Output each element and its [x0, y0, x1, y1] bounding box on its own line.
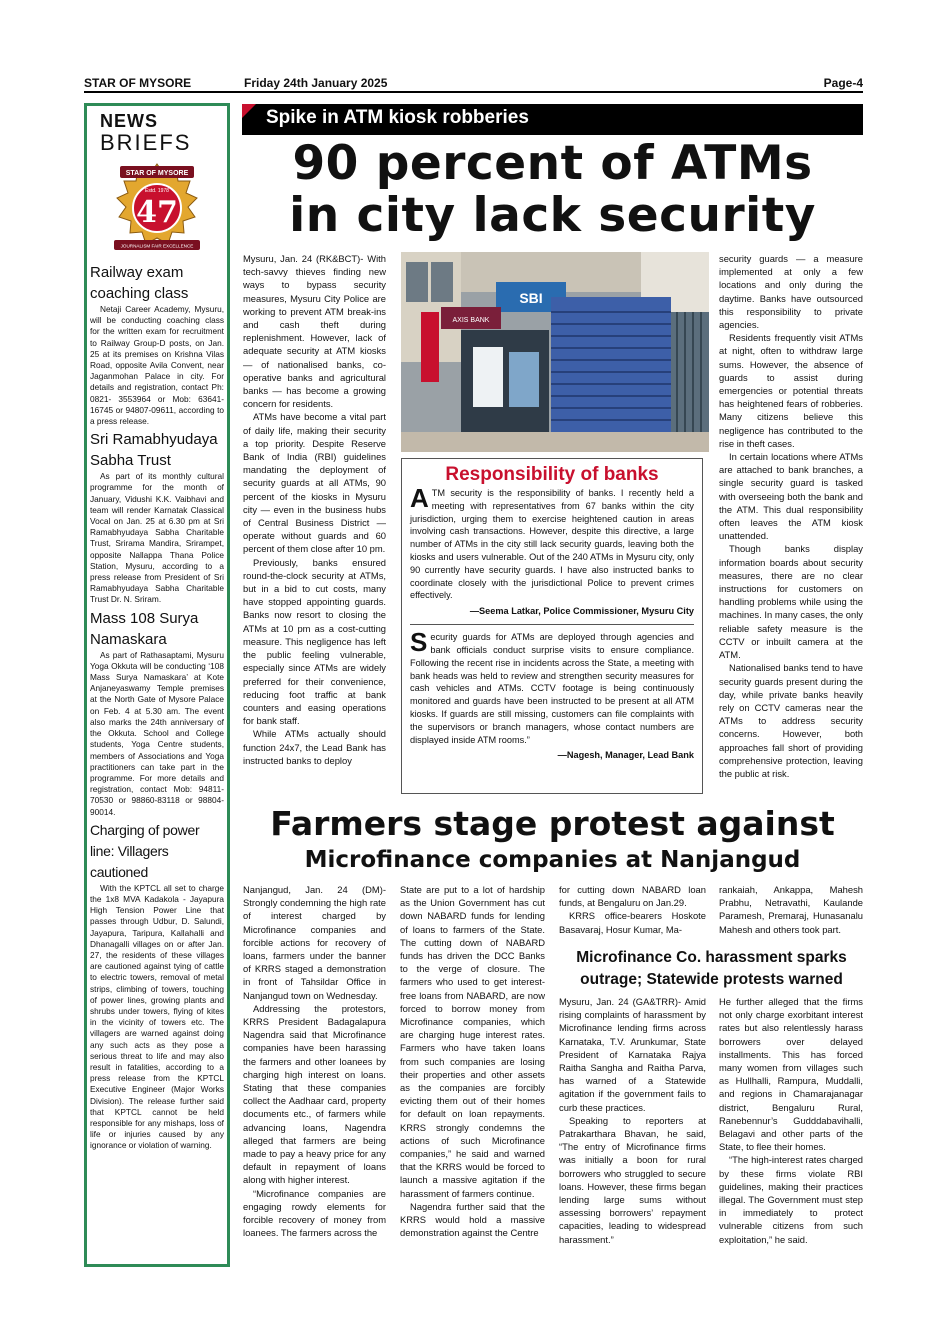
brief-body: With the KPTCL all set to charge the 1x8 MVA Kadakola - Jayapura High Tension Power Line that passes through Udbur, D. Salundi, Jayapura, Taripura, Kallahalli and Dhanagalli villages on or after Jan. 27, the residents of these villages are cautioned against tying of cattle to electric towers, removal of metal strips, climbing of towers, touching of power lines, growing plants and shrubs under towers, flying of kites in the vicinity of towers etc. The villagers are warned against doing any such acts as they pose a serious threat to life and may also result in fatalities, according to a press release from the KPTCL Executive Engineer (Major Works Division). The release further said that KPTCL cannot be held responsible for any mishaps, loss of life or injuries caused by any ignorance or violation of warning.: [90, 882, 224, 1151]
farmers-subhead: Microfinance companies at Nanjangud: [304, 847, 801, 873]
anniversary-logo: [102, 160, 212, 260]
brief-item: [90, 262, 224, 427]
paragraph: He further alleged that the firms not only charge exorbitant interest rates but also relentlessly harass borrowers over delayed installments. This has forced many women from villages such as Hullhalli, Rampura, Muddalli, and regions in Chamarajanagar district, Bengaluru Rural, Ranebennur’s Gudddabavihalli, Belagavi and other parts of the State, to flee their homes.: [719, 996, 863, 1153]
brief-heading: Charging of power line: Villagers cautioned: [90, 821, 200, 880]
logo-bottom-text: JOURNALISM FAIR EXCELLENCE: [120, 243, 194, 249]
paragraph: Nagendra further said that the KRRS would hold a massive demonstration against the Centre: [400, 1200, 545, 1239]
paragraph: Nationalised banks tend to have security guards present during the day, while private banks heavily rely on CCTV cameras near the ATMs to address security concerns. However, both approaches fall short of providing comprehensive protection, leaving the public at risk.: [719, 662, 863, 779]
brief-heading: Sri Ramabhyudaya Sabha Trust: [90, 431, 218, 470]
paragraph: In certain locations where ATMs are attached to bank branches, a single security guard is tasked with overseeing both the bank and the ATM. This dual responsibility often leaves the ATM kiosk unattended.: [719, 451, 863, 542]
paragraph: rankaiah, Ankappa, Mahesh Prabhu, Netravathi, Kaulande Paramesh, Premaraj, Hunasanalu Mahesh and others took part.: [719, 884, 863, 935]
responsibility-box: [401, 458, 703, 794]
story1-column-3: [719, 252, 863, 797]
paragraph: Nanjangud, Jan. 24 (DM)- Strongly condemning the high rate of interest charged by Microfinance companies and forcible actions for recovery of loans, farmers under the banner of KRRS staged a demonstration in front of Tahsildar Office in Nanjangud town on Wednesday.: [243, 884, 386, 1001]
logo-top-text: STAR OF MYSORE: [125, 170, 189, 177]
dropcap: S: [410, 627, 428, 658]
paragraph: Mysuru, Jan. 24 (GA&TRR)- Amid rising complaints of harassment by Microfinance lending firms across Karnataka, T.V. Arunkumar, State President of Karnataka Rajya Raitha Sangha and Raitha Parva, has warned of a Statewide agitation if the government fails to curb these practices.: [559, 996, 706, 1113]
headline-line-1: 90 percent of ATMs: [292, 136, 813, 191]
paragraph: Mysuru, Jan. 24 (RK&BCT)- With tech-savvy thieves finding new ways to bypass security measures, Mysuru City Police are working to prevent ATM break-ins and cash theft during replenishment. However, lack of adequate security at ATM kiosks — of nationalised banks, co-operative banks and agricultural banks — has become a growing concern for residents.: [243, 253, 386, 410]
atm-kiosk-photo: [401, 252, 709, 452]
story-kicker: [242, 104, 863, 135]
quote-text: TM security is the responsibility of banks. I recently held a meeting with representatives from 67 banks within the city jurisdiction, urging them to exercise heightened caution in areas involving cash transactions. However, despite this directive, a large number of ATMs in the city still lack security guards, leaving both the kiosks and users vulnerable. Out of the 240 ATMs in Mysuru city, only 90 currently have security guards. I have also instructed banks to coordinate closely with the jurisdictional Police to prevent crimes effectively.: [410, 488, 694, 601]
logo-estd-text: Estd. 1978: [145, 188, 169, 194]
kicker-flag-icon: [242, 104, 256, 118]
headline-line-2: in city lack security: [289, 188, 816, 243]
box-divider: [410, 624, 694, 625]
quote-attribution: —Seema Latkar, Police Commissioner, Mysuru City: [469, 606, 694, 617]
story3-column-1: [559, 995, 706, 1263]
sidebar-title-news: NEWS: [100, 111, 158, 131]
paragraph: Addressing the protestors, KRRS President Badagalapura Nagendra said that Microfinance companies have been harassing the farmers and other loanees by charging high interest on loans. Stating that these companies collect the Aadhaar card, property documents etc., of farmers while advancing loans, Nagendra alleged that farmers are being made to pay a heavy price for any default in repayment of loans along with higher interest.: [243, 1002, 386, 1186]
axis-sign: AXIS BANK: [452, 317, 490, 324]
main-headline: [242, 138, 863, 242]
paragraph: “Microfinance companies are engaging rowdy elements for forcible recovery of money from loanees. The farmers across the: [243, 1187, 386, 1239]
sbi-sign: SBI: [519, 290, 543, 306]
brief-item: [90, 820, 224, 1152]
quote-attribution: —Nagesh, Manager, Lead Bank: [557, 750, 694, 761]
news-briefs-sidebar: [84, 103, 230, 1267]
paragraph: security guards — a measure implemented at only a few locations and only during the daytime. Banks have outsourced this responsibility to private agencies.: [719, 253, 863, 331]
paragraph: Speaking to reporters at Patrakarthara Bhavan, he said, “The entry of Microfinance firms was initially a boon for rural borrowers who struggled to secure loans. However, these firms began lending large sums without assessing borrowers’ repayment capacities, leading to widespread harassment.”: [559, 1114, 706, 1245]
brief-body: As part of its monthly cultural programme for the month of January, Vidushi K.K. Vaibhavi and team will render Karnatak Classical Vocal on Jan. 25 at 6.30 pm at Sri Ramabhyudaya Sabha Charitable Trust, Srirama Mandira, Srirampet, opposite Nallappa Thana Police Station, Mysuru, according to a press release from President of Sri Ramabhyudaya Sabha Charitable Trust Dr. N. Sriram.: [90, 471, 224, 605]
paragraph: KRRS office-bearers Hoskote Basavaraj, Hosur Kumar, Ma-: [559, 910, 706, 935]
issue-date: Friday 24th January 2025: [244, 76, 388, 90]
quote-text: ecurity guards for ATMs are deployed through agencies and bank officials conduct surprise visits to ensure compliance. Following the recent rise in incidents across the State, a meeting with bank heads was held to review and strengthen security measures for cash vehicles and ATMs. CCTV footage is being continuously monitored and guards have been instructed to be present at all ATM kiosks. If guards are still missing, customers can file complaints with the supervisors or branch managers, whose contact numbers are displayed inside ATM rooms.”: [410, 632, 694, 745]
paragraph: ATMs have become a vital part of daily life, making their security a top priority. Despite Reserve Bank of India (RBI) guidelines mandating the deployment of security guards at all ATMs, 90 percent of the kiosks in Mysuru city — even in the business hubs of Central Business District — operate without guards and 60 percent of them close after 10 pm.: [243, 411, 386, 555]
brief-body: Netaji Career Academy, Mysuru, will be conducting coaching class for the written exam for recruitment to Railway Group-D posts, on Jan. 25 at its premises on Krishna Vilas Road, opposite Avila Convent, near Jaganmohan Palace in city. For details and registration, contact Ph: 0821- 3553964 or Mob: 63641-16745 or 94807-09611, according to a press release.: [90, 304, 224, 427]
brief-body: As part of Rathasaptami, Mysuru Yoga Okkuta will be conducting ‘108 Mass Surya Namaskara’ at Kote Anjaneyaswamy Temple premises at the North Gate of Mysore Palace on Feb. 4 at 5.30 am. The event also marks the 24th anniversary of the Okkuta. School and College students, Yoga Centre students, members of Associations and Yoga practitioners can take part in the programme. For more details and registration, contact Mob: 94811-70530 or 98860-83118 or 98804-90014.: [90, 649, 224, 817]
quote-police-commissioner: [410, 483, 694, 602]
brief-heading: Railway exam coaching class: [90, 264, 189, 302]
paragraph: for cutting down NABARD loan funds, at Bengaluru on Jan.29.: [559, 884, 706, 909]
microfinance-headline: Microfinance Co. harassment sparks outrage; Statewide protests warned: [576, 949, 847, 988]
logo-number: 47: [136, 195, 178, 230]
story1-column-1: [243, 252, 386, 797]
story2-column-3: [559, 883, 706, 945]
paragraph: Previously, banks ensured round-the-clock security at ATMs, but in a bid to cut costs, many have stopped appointing guards. Banks now resort to closing the ATMs at 10 pm as a cost-cutting measure. This negligence has left the public feeling vulnerable, especially since ATMs are widely preferred for their convenience, reducing foot traffic at bank counters and easing operations for bank staff.: [243, 556, 386, 727]
page-number: Page-4: [823, 76, 863, 90]
paragraph: “The high-interest rates charged by these firms violate RBI guidelines, making their practices illegal. The Government must step in immediately to protect vulnerable citizens from such exploitation,” he said.: [719, 1154, 863, 1245]
paragraph: While ATMs actually should function 24x7, the Lead Bank has instructed banks to deploy: [243, 728, 386, 766]
paragraph: Residents frequently visit ATMs at night, often to withdraw large sums. However, the absence of guards to assist during emergencies or potential threats has heightened fears of robberies. Many citizens believe this negligence has contributed to the rise in theft cases.: [719, 332, 863, 449]
page-header: [84, 74, 863, 92]
story3-column-2: [719, 995, 863, 1263]
farmers-headline: Farmers stage protest against: [270, 804, 835, 843]
brief-item: [90, 429, 224, 605]
story2-column-1: [243, 883, 386, 1263]
publication-name: STAR OF MYSORE: [84, 76, 192, 90]
sidebar-title-briefs: BRIEFS: [100, 130, 192, 155]
story2-column-4: [719, 883, 863, 945]
brief-heading: Mass 108 Surya Namaskara: [90, 609, 199, 648]
header-rule: [84, 91, 863, 93]
dropcap: A: [410, 483, 429, 513]
paragraph: State are put to a lot of hardship as the Union Government has cut down NABARD funds for lending of loans to farmers of the State. The cutting down of NABARD funds has driven the DCC Banks to the verge of closure. The farmers who used to get interest-free loans from NABARD, are now forced to borrow money from Microfinance companies, which are charging huge interest rates. Farmers who have taken loans from such companies are losing their properties and other assets as the companies are forcibly evicting them out of their homes for default on loan repayments. KRRS strongly condemns the actions of such Microfinance companies,” he said and warned that the KRRS would be forced to launch a massive agitation if the harassment of farmers continue.: [400, 884, 545, 1199]
brief-item: [90, 608, 224, 818]
kicker-text: Spike in ATM kiosk robberies: [266, 107, 529, 128]
box-title: Responsibility of banks: [445, 464, 659, 485]
quote-lead-bank-manager: [410, 627, 694, 746]
paragraph: Though banks display information boards about security measures, there are no clear instructions for customers on handling problems while using the machines. In many cases, the only reliable safety measure is the CCTV or inbuilt camera at the ATM.: [719, 543, 863, 661]
story2-column-2: [400, 883, 545, 1263]
